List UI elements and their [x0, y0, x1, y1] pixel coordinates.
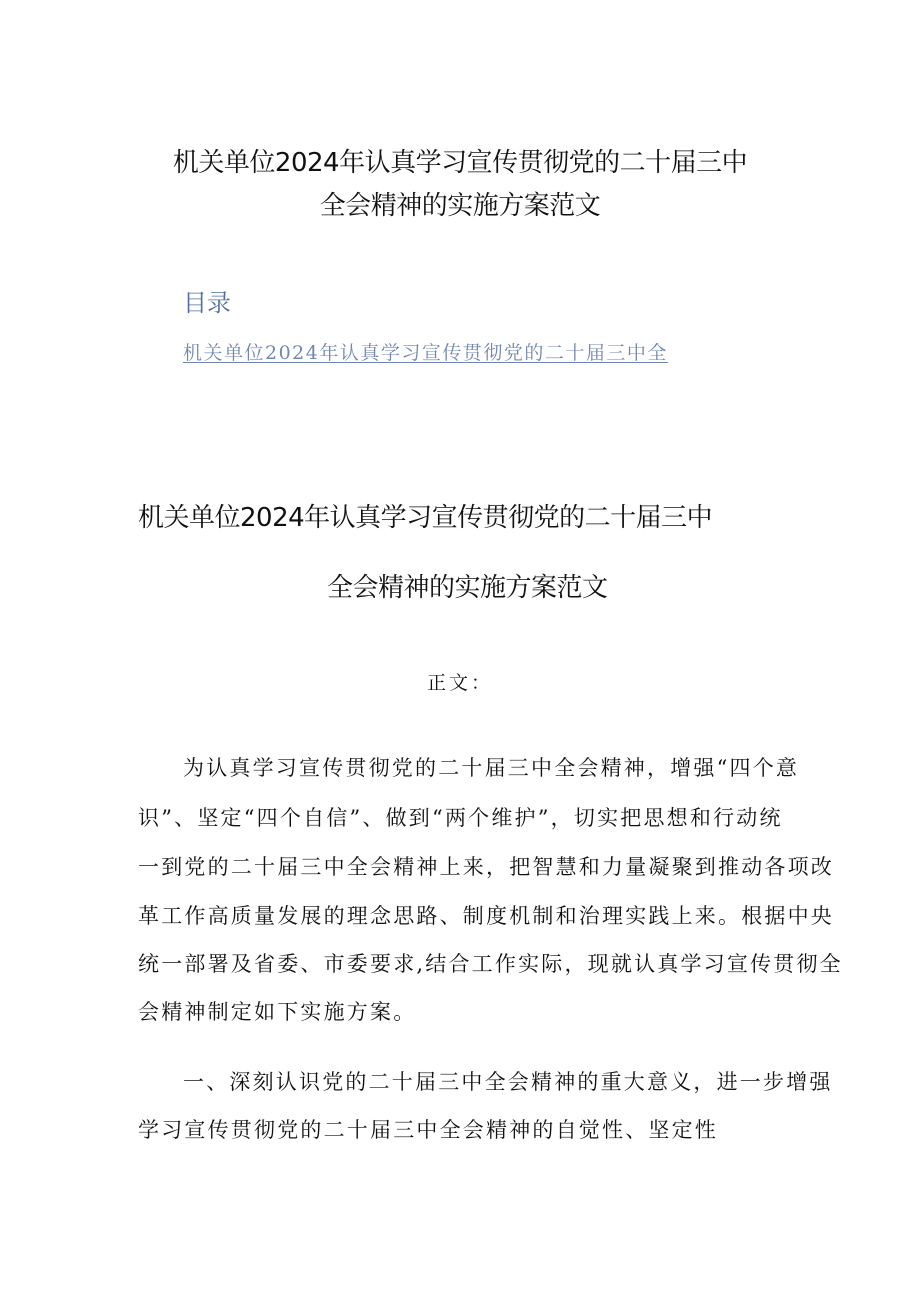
section-line: 一、深刻认识党的二十届三中全会精神的重大意义，进一步增强 [183, 1070, 833, 1094]
document-title-line-1: 机关单位2024年认真学习宣传贯彻党的二十届三中 [138, 503, 713, 533]
cover-title-line-1: 机关单位2024年认真学习宣传贯彻党的二十届三中 [172, 148, 748, 178]
toc-entry-link[interactable]: 机关单位2024年认真学习宣传贯彻党的二十届三中全 [183, 342, 668, 364]
body-label: 正文： [426, 672, 493, 694]
document-title-line-2: 全会精神的实施方案范文 [327, 573, 608, 603]
paragraph-line: 一到党的二十届三中全会精神上来，把智慧和力量凝聚到推动各项改 [138, 855, 834, 879]
paragraph-line: 统一部署及省委、市委要求,结合工作实际，现就认真学习宣传贯彻全 [138, 952, 843, 976]
section-line: 学习宣传贯彻党的二十届三中全会精神的自觉性、坚定性 [138, 1118, 718, 1142]
paragraph-line: 革工作高质量发展的理念思路、制度机制和治理实践上来。根据中央 [138, 904, 834, 928]
toc-heading: 目录 [183, 289, 231, 317]
paragraph-line: 为认真学习宣传贯彻党的二十届三中全会精神，增强“四个意 [183, 756, 800, 780]
paragraph-line: 会精神制定如下实施方案。 [138, 1000, 417, 1024]
paragraph-line: 识”、坚定“四个自信”、做到“两个维护”，切实把思想和行动统 [138, 806, 783, 830]
cover-title-line-2: 全会精神的实施方案范文 [319, 191, 601, 221]
